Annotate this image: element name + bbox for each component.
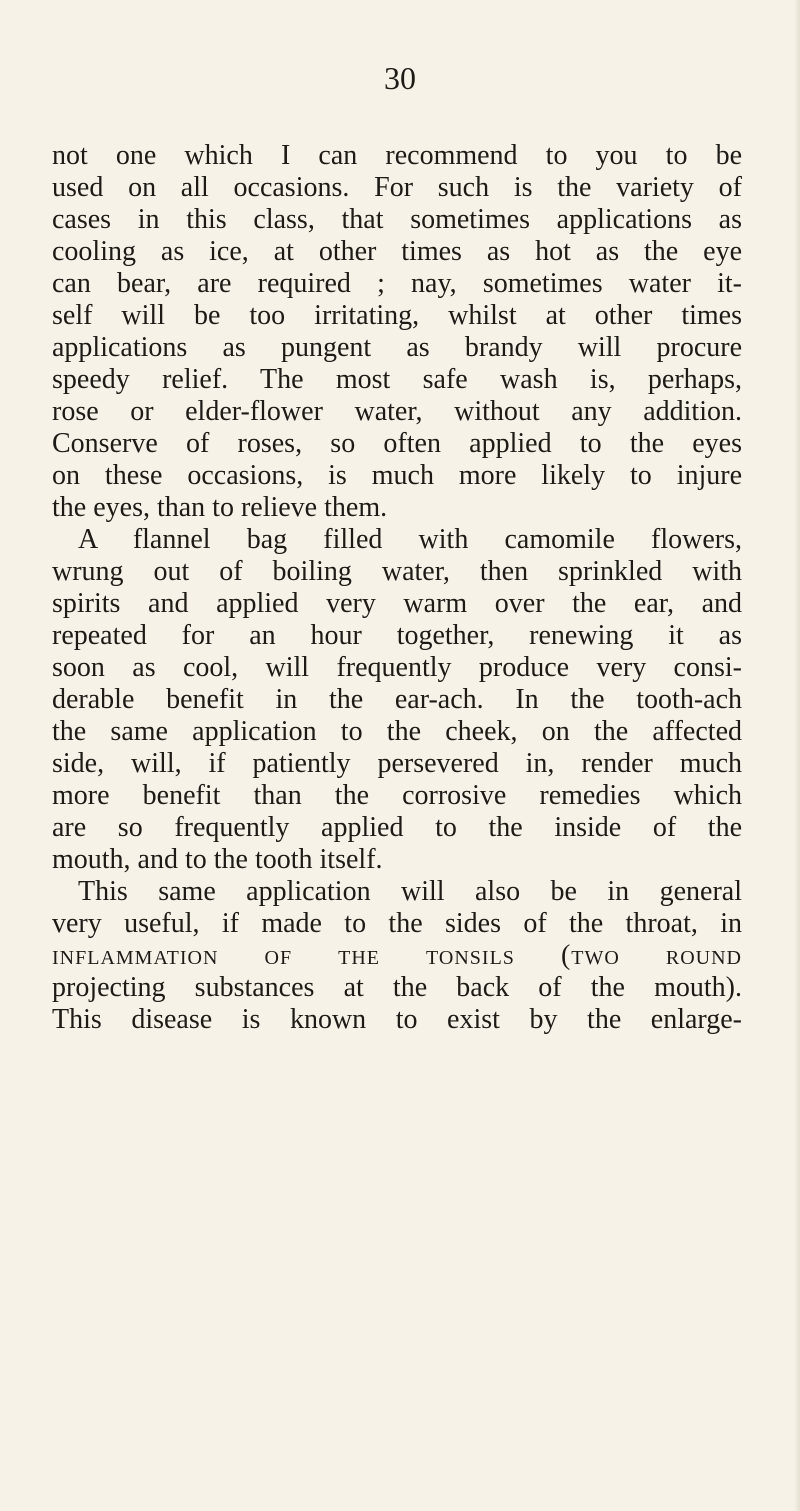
page-edge-shadow (794, 0, 800, 1511)
text-line: mouth, and to the tooth itself. (52, 844, 383, 875)
text-line: wrung out of boiling water, then sprinkled with (52, 556, 742, 587)
text-line: speedy relief. The most safe wash is, perhaps, (52, 364, 742, 395)
text-line: the eyes, than to relieve them. (52, 492, 388, 523)
text-line: Conserve of roses, so often applied to the eyes (52, 428, 742, 459)
text-line: more benefit than the corrosive remedies which (52, 780, 742, 811)
text-line: very useful, if made to the sides of the throat, in (52, 908, 742, 939)
text-line: used on all occasions. For such is the variety of (52, 172, 742, 203)
text-line: This same application will also be in general (78, 876, 742, 907)
text-line: spirits and applied very warm over the ear, and (52, 588, 742, 619)
text-line: A flannel bag filled with camomile flowers, (78, 524, 742, 555)
text-line: not one which I can recommend to you to be (52, 140, 742, 171)
text-line: on these occasions, is much more likely to injure (52, 460, 742, 491)
text-line: applications as pungent as brandy will procure (52, 332, 742, 363)
text-line: projecting substances at the back of the mouth). (52, 972, 742, 1003)
text-line: inflammation of the tonsils (two round (52, 940, 742, 971)
text-line: can bear, are required ; nay, sometimes water it- (52, 268, 742, 299)
text-body (52, 140, 742, 1036)
text-line: rose or elder-flower water, without any addition. (52, 396, 742, 427)
text-line: soon as cool, will frequently produce very consi- (52, 652, 742, 683)
page-number: 30 (384, 60, 416, 96)
text-line: This disease is known to exist by the enlarge- (52, 1004, 742, 1035)
text-line: derable benefit in the ear-ach. In the tooth-ach (52, 684, 742, 715)
text-line: self will be too irritating, whilst at other times (52, 300, 742, 331)
text-line: are so frequently applied to the inside of the (52, 812, 742, 843)
text-line: side, will, if patiently persevered in, render much (52, 748, 742, 779)
text-line: repeated for an hour together, renewing it as (52, 620, 742, 651)
text-line: the same application to the cheek, on the affected (52, 716, 742, 747)
text-line: cases in this class, that sometimes applications as (52, 204, 742, 235)
text-line: cooling as ice, at other times as hot as the eye (52, 236, 742, 267)
